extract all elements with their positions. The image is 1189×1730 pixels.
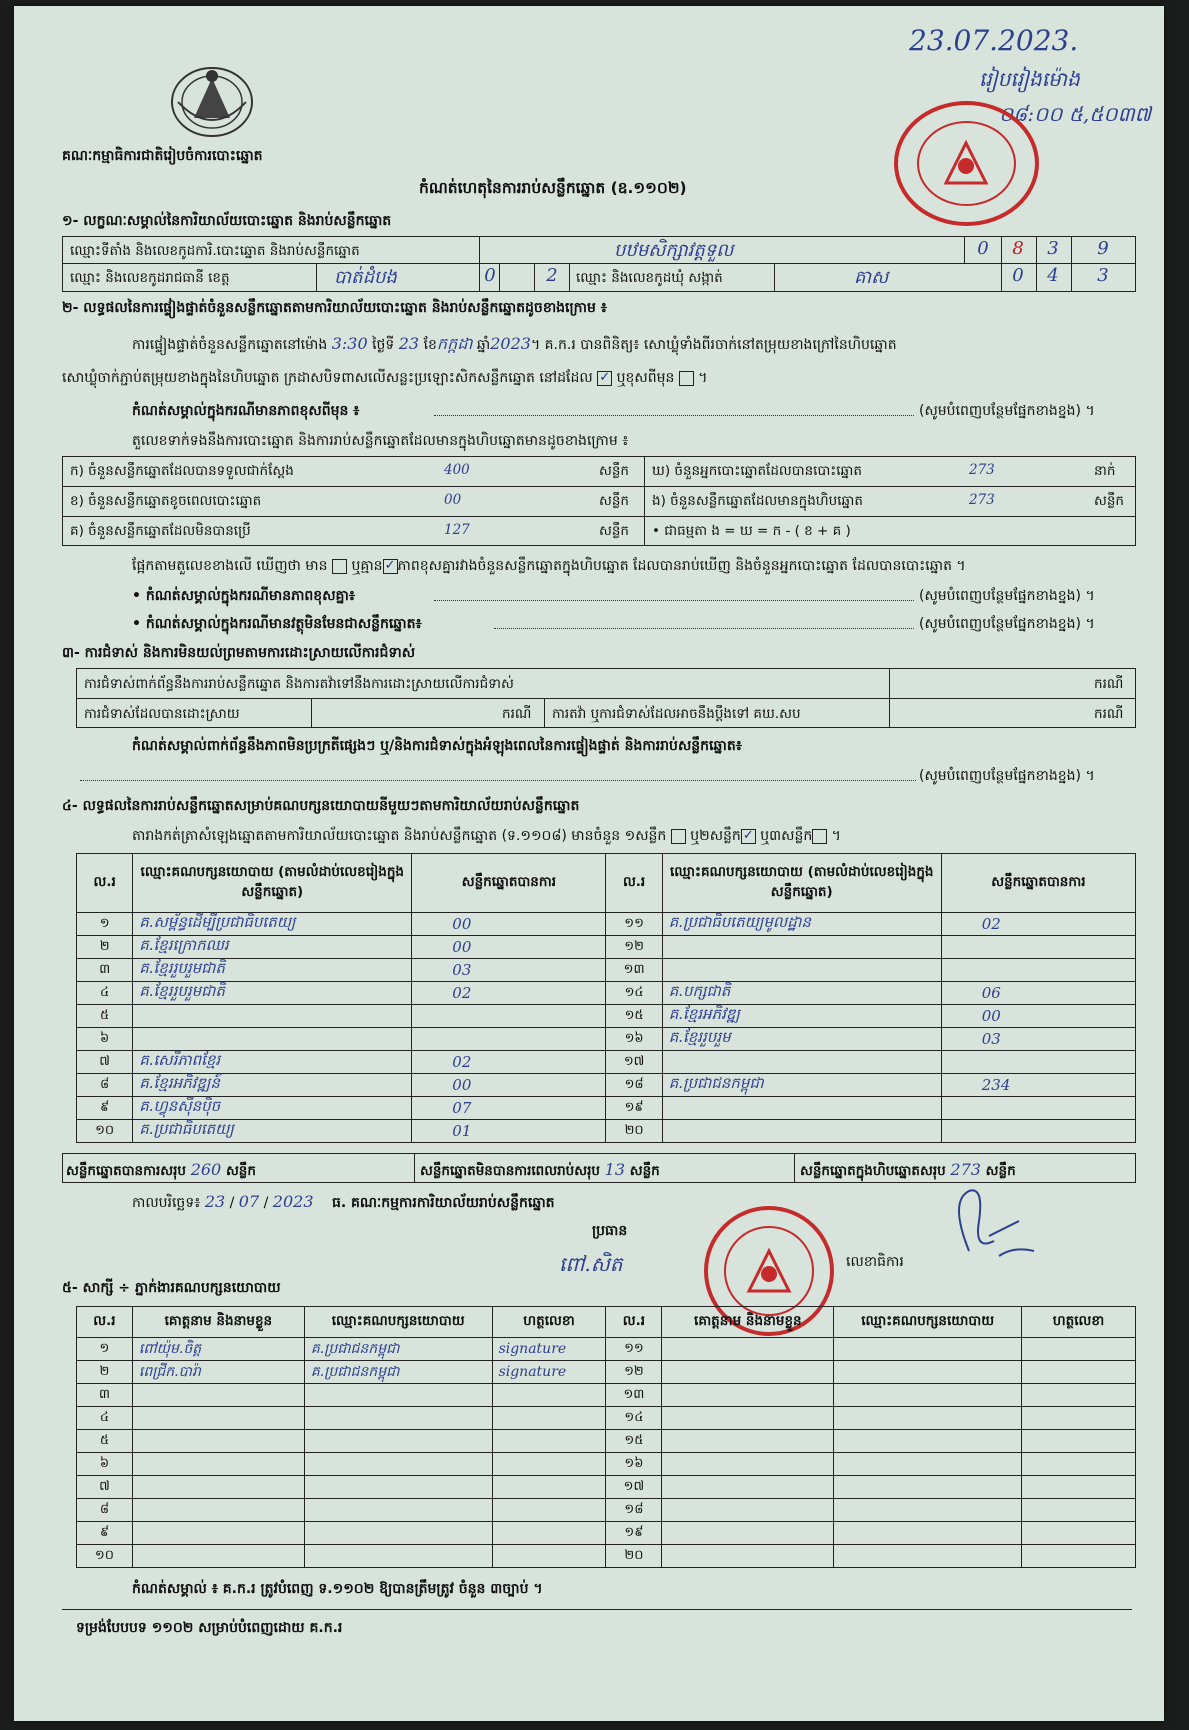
row-number: ១ <box>77 1338 133 1361</box>
vote-count: 03 <box>412 959 606 982</box>
witness-signature <box>492 1384 606 1407</box>
witness-name <box>662 1545 834 1568</box>
total-invalid: សន្លឹកឆ្នោតមិនបានការពេលរាប់សរុប 13 សន្លឹក <box>420 1160 660 1179</box>
row-number: ៦ <box>77 1453 133 1476</box>
party-name: គ.ខ្មែររួបរួម <box>662 1028 941 1051</box>
same-checkbox[interactable] <box>597 371 612 386</box>
witness-name <box>132 1545 304 1568</box>
party-name <box>133 1005 412 1028</box>
witness-party <box>834 1407 1022 1430</box>
commune-code-digit: 4 <box>1047 265 1059 286</box>
count-unit: សន្លឹក <box>599 463 629 479</box>
witness-name <box>132 1522 304 1545</box>
witness-signature <box>1022 1545 1136 1568</box>
chair-label: ប្រធាន <box>592 1223 628 1239</box>
table-row <box>77 913 1136 936</box>
col-name: គោត្តនាម និងនាមខ្លួន <box>662 1307 834 1338</box>
table-row <box>77 1338 1136 1361</box>
total-in-box: សន្លឹកឆ្នោតក្នុងហិបឆ្នោតសរុប 273 សន្លឹក <box>800 1160 1016 1179</box>
col-votes: សន្លឹកឆ្នោតបានការ <box>412 854 606 913</box>
witness-signature <box>492 1476 606 1499</box>
table-row <box>77 1120 1136 1143</box>
vote-count: 07 <box>412 1097 606 1120</box>
witness-party <box>304 1453 492 1476</box>
witness-party <box>834 1430 1022 1453</box>
count-value: 127 <box>444 522 470 538</box>
row-number: ៨ <box>77 1074 133 1097</box>
witness-name <box>662 1384 834 1407</box>
row-number: ២០ <box>606 1120 662 1143</box>
col-party: ឈ្មោះគណបក្សនយោបាយ (តាមលំដាប់លេខរៀងក្នុងសន្លឹកឆ្នោត) <box>662 854 941 913</box>
witness-party <box>304 1384 492 1407</box>
note-difference-suffix: (សូមបំពេញបន្ថែមផ្នែកខាងខ្នង) ។ <box>919 403 1095 419</box>
row-number: ១៣ <box>606 1384 662 1407</box>
table-row <box>77 982 1136 1005</box>
section1-heading: ១- លក្ខណៈសម្គាល់នៃការិយាល័យបោះឆ្នោត និងរាប់សន្លឹកឆ្នោត <box>62 213 392 229</box>
row-number: ៣ <box>77 1384 133 1407</box>
party-name <box>662 1051 941 1074</box>
party-name <box>662 959 941 982</box>
station-code-digit: 8 <box>1012 238 1024 259</box>
objection-row-label: ការជំទាស់ពាក់ព័ន្ធនឹងការរាប់សន្លឹកឆ្នោត និងការតវ៉ាទៅនឹងការដោះស្រាយលើការជំទាស់ <box>84 676 514 692</box>
party-name: គ.សម្ព័ន្ធដើម្បីប្រជាធិបតេយ្យ <box>133 913 412 936</box>
witness-name <box>132 1384 304 1407</box>
handwritten-date: 23.07.2023. <box>909 24 1079 57</box>
witness-signature <box>1022 1499 1136 1522</box>
table-row <box>77 959 1136 982</box>
row-number: ៤ <box>77 1407 133 1430</box>
sheet-count-line: តារាងកត់ត្រាសំឡេងឆ្នោតតាមការិយាល័យបោះឆ្នោត និងរាប់សន្លឹកឆ្នោត (ទ.១១០៨) មានចំនួន ១សន្លឹក ឬ២សន្លឹក✓ ឬ៣សន្លឹក ។ <box>132 826 841 847</box>
col-name: គោត្តនាម និងនាមខ្លួន <box>132 1307 304 1338</box>
count-value: 400 <box>444 462 470 478</box>
bullet-difference: • កំណត់សម្គាល់ក្នុងករណីមានភាពខុសគ្នា៖ <box>132 588 356 604</box>
row-number: ១៨ <box>606 1074 662 1097</box>
party-name: គ.ខ្មែររួបរួមជាតិ <box>133 982 412 1005</box>
province-code-digit: 2 <box>546 265 558 286</box>
count-label: គ) ចំនួនសន្លឹកឆ្នោតដែលមិនបានប្រើ <box>70 523 251 539</box>
station-label: ឈ្មោះទីតាំង និងលេខកូដការិ.បោះឆ្នោត និងរាប់សន្លឹកឆ្នោត <box>70 243 360 259</box>
row-number: ៦ <box>77 1028 133 1051</box>
witness-signature <box>1022 1361 1136 1384</box>
table-row <box>77 1545 1136 1568</box>
commune-code-digit: 0 <box>1012 265 1024 286</box>
row-number: ១៦ <box>606 1453 662 1476</box>
official-seal-top <box>894 101 1039 226</box>
vote-count <box>941 936 1135 959</box>
witness-party: គ.ប្រជាជនកម្ពុជា <box>304 1361 492 1384</box>
party-name <box>662 1120 941 1143</box>
row-number: ១៧ <box>606 1051 662 1074</box>
verification-paragraph: ការផ្ទៀងផ្ទាត់ចំនួនសន្លឹកឆ្នោតនៅម៉ោង 3:30 ថ្ងៃទី 23 ខែកក្កដា ឆ្នាំ2023។ គ.ក.រ បានពិនិត្យ៖ សោឃ្លុំទាំងពីរចាក់នៅតម្រុយខាងក្រៅនៃហិបឆ្នោត <box>132 334 897 353</box>
witness-name: ពេជ្រីក.បារ៉ា <box>132 1361 304 1384</box>
station-name: បឋមសិក្សាវត្តទួល <box>614 240 734 261</box>
col-party: ឈ្មោះគណបក្សនយោបាយ (តាមលំដាប់លេខរៀងក្នុងសន្លឹកឆ្នោត) <box>133 854 412 913</box>
row-number: ១៧ <box>606 1476 662 1499</box>
nec-emblem-icon <box>164 58 260 140</box>
witness-name <box>662 1522 834 1545</box>
table-row <box>77 936 1136 959</box>
witness-name <box>662 1361 834 1384</box>
row-number: ១ <box>77 913 133 936</box>
witness-name <box>132 1430 304 1453</box>
table-row <box>77 1476 1136 1499</box>
row-number: ២ <box>77 1361 133 1384</box>
witness-name <box>132 1453 304 1476</box>
handwritten-note-1: រៀបរៀងម៉ោង <box>979 67 1080 91</box>
no-difference-checkbox[interactable] <box>383 559 398 574</box>
witness-party <box>304 1430 492 1453</box>
row-number: ១០ <box>77 1545 133 1568</box>
party-name: គ.ប្រជាធិបតេយ្យមូលដ្ឋាន <box>662 913 941 936</box>
witness-party: គ.ប្រជាជនកម្ពុជា <box>304 1338 492 1361</box>
chair-signature: ពៅ.សិត <box>559 1252 623 1276</box>
difference-line: ផ្អែកតាមតួលេខខាងលើ ឃើញថា មាន ឬគ្មាន✓ ភាពខុសគ្នារវាងចំនួនសន្លឹកឆ្នោតក្នុងហិបឆ្នោត ដែលបានរាប់ឃើញ និងចំនួនអ្នកបោះឆ្នោត ដែលបានបោះឆ្នោត ។ <box>132 556 966 577</box>
col-no: ល.រ <box>606 1307 662 1338</box>
witness-signature <box>492 1430 606 1453</box>
vote-count <box>941 959 1135 982</box>
has-difference-checkbox[interactable] <box>332 559 347 574</box>
province-code-digit: 0 <box>484 265 496 286</box>
bullet-foreign-object: • កំណត់សម្គាល់ក្នុងករណីមានវត្ថុមិនមែនជាសន្លឹកឆ្នោត៖ <box>132 616 422 632</box>
col-sign: ហត្ថលេខា <box>1022 1307 1136 1338</box>
count-label: ឃ) ចំនួនអ្នកបោះឆ្នោតដែលបានបោះឆ្នោត <box>652 463 862 479</box>
witness-party <box>834 1545 1022 1568</box>
row-number: ៧ <box>77 1051 133 1074</box>
row-number: ១៦ <box>606 1028 662 1051</box>
row-number: ១៣ <box>606 959 662 982</box>
witness-party <box>304 1545 492 1568</box>
witness-signature <box>1022 1338 1136 1361</box>
row-number: ៤ <box>77 982 133 1005</box>
count-value: 00 <box>444 492 462 508</box>
table-row <box>77 1522 1136 1545</box>
section5-heading: ៥- សាក្សី ÷ ភ្នាក់ងារគណបក្សនយោបាយ <box>62 1280 281 1296</box>
secretary-signature-icon <box>939 1181 1049 1275</box>
vote-count: 06 <box>941 982 1135 1005</box>
witness-name <box>662 1338 834 1361</box>
witness-party <box>304 1476 492 1499</box>
vote-count <box>941 1051 1135 1074</box>
witness-signature <box>1022 1453 1136 1476</box>
party-name: គ.ប្រជាធិបតេយ្យ <box>133 1120 412 1143</box>
row-number: ៥ <box>77 1005 133 1028</box>
total-valid: សន្លឹកឆ្នោតបានការសរុប 260 សន្លឹក <box>66 1160 256 1179</box>
objection-appeal-label: ការតវ៉ា ឬការជំទាស់ដែលអាចនឹងប្តឹងទៅ គឃ.សប <box>552 706 801 722</box>
row-number: ១៥ <box>606 1005 662 1028</box>
vote-count: 00 <box>412 1074 606 1097</box>
vote-count <box>412 1005 606 1028</box>
commune-code-digit: 3 <box>1097 265 1109 286</box>
witness-signature <box>492 1499 606 1522</box>
vote-count <box>412 1028 606 1051</box>
party-name: គ.ខ្មែរក្រោកឈរ <box>133 936 412 959</box>
party-name: គ.ប្រជាជនកម្ពុជា <box>662 1074 941 1097</box>
witness-signature <box>492 1545 606 1568</box>
row-number: ១២ <box>606 1361 662 1384</box>
witness-name <box>132 1476 304 1499</box>
objection-row-unit: ករណី <box>1094 676 1124 692</box>
party-name <box>662 1097 941 1120</box>
witness-signature <box>1022 1476 1136 1499</box>
form-note: ទម្រង់បែបបទ ១១០២ សម្រាប់បំពេញដោយ គ.ក.រ <box>76 1620 343 1636</box>
witness-party <box>304 1499 492 1522</box>
witness-name <box>662 1499 834 1522</box>
row-number: ១៩ <box>606 1522 662 1545</box>
table-row <box>77 1361 1136 1384</box>
witness-party <box>304 1407 492 1430</box>
section4-heading: ៤- លទ្ធផលនៃការរាប់សន្លឹកឆ្នោតសម្រាប់គណបក្សនយោបាយនីមួយៗតាមការិយាល័យរាប់សន្លឹកឆ្នោត <box>62 798 580 814</box>
table-row <box>77 1051 1136 1074</box>
vote-count: 02 <box>941 913 1135 936</box>
witness-name <box>662 1430 834 1453</box>
row-number: ៨ <box>77 1499 133 1522</box>
count-unit: សន្លឹក <box>599 523 629 539</box>
row-number: ៣ <box>77 959 133 982</box>
party-results-table <box>76 853 1136 1143</box>
table-row <box>77 1384 1136 1407</box>
row-number: ៧ <box>77 1476 133 1499</box>
station-code-digit: 3 <box>1047 238 1059 259</box>
count-label: • ជាធម្មតា ង = ឃ = ក - ( ខ + គ ) <box>652 523 851 539</box>
objection-resolved-unit: ករណី <box>502 706 532 722</box>
witness-table <box>76 1306 1136 1568</box>
row-number: ២ <box>77 936 133 959</box>
witness-party <box>834 1361 1022 1384</box>
note-difference-label: កំណត់សម្គាល់ក្នុងករណីមានភាពខុសពីមុន ៖ <box>132 403 360 419</box>
bullet-suffix: (សូមបំពេញបន្ថែមផ្នែកខាងខ្នង) ។ <box>919 588 1095 604</box>
col-party: ឈ្មោះគណបក្សនយោបាយ <box>834 1307 1022 1338</box>
vote-count: 02 <box>412 982 606 1005</box>
row-number: ២០ <box>606 1545 662 1568</box>
party-name <box>662 936 941 959</box>
objection-appeal-unit: ករណី <box>1094 706 1124 722</box>
col-no: ល.រ <box>606 854 662 913</box>
three-sheet-checkbox[interactable] <box>812 829 827 844</box>
row-number: ១៤ <box>606 982 662 1005</box>
witness-signature: signature <box>492 1338 606 1361</box>
table-row <box>77 1028 1136 1051</box>
witness-signature <box>492 1522 606 1545</box>
witness-name <box>662 1453 834 1476</box>
col-no: ល.រ <box>77 854 133 913</box>
count-unit: នាក់ <box>1094 463 1116 479</box>
vote-count: 00 <box>412 913 606 936</box>
vote-count: 02 <box>412 1051 606 1074</box>
witness-party <box>834 1522 1022 1545</box>
row-number: ១០ <box>77 1120 133 1143</box>
table-row <box>77 1499 1136 1522</box>
province-name: បាត់ដំបង <box>334 267 397 288</box>
row-number: ១៨ <box>606 1499 662 1522</box>
party-name: គ.ហ្វុនស៊ីនប៉ិច <box>133 1097 412 1120</box>
witness-signature <box>1022 1522 1136 1545</box>
col-votes: សន្លឹកឆ្នោតបានការ <box>941 854 1135 913</box>
section3-heading: ៣- ការជំទាស់ និងការមិនយល់ព្រមតាមការដោះស្រាយលើការជំទាស់ <box>62 645 416 661</box>
count-value: 273 <box>969 492 995 508</box>
one-sheet-checkbox[interactable] <box>671 829 686 844</box>
vote-count: 234 <box>941 1074 1135 1097</box>
handwritten-note-2: ០៨:០០ ៥,៥០៣៧ <box>999 102 1152 126</box>
row-number: ១៩ <box>606 1097 662 1120</box>
form-sheet <box>14 6 1164 1721</box>
witness-party <box>834 1453 1022 1476</box>
witness-signature <box>1022 1384 1136 1407</box>
objection-resolved-label: ការជំទាស់ដែលបានដោះស្រាយ <box>84 706 240 722</box>
count-label: ក) ចំនួនសន្លឹកឆ្នោតដែលបានទទួលជាក់ស្តែង <box>70 463 294 479</box>
row-number: ៥ <box>77 1430 133 1453</box>
row-number: ៩ <box>77 1097 133 1120</box>
table-row <box>77 1097 1136 1120</box>
witness-name <box>662 1407 834 1430</box>
count-label: ង) ចំនួនសន្លឹកឆ្នោតដែលមានក្នុងហិបឆ្នោត <box>652 493 863 509</box>
different-checkbox[interactable] <box>679 371 694 386</box>
seal-status-line: សោឃ្លុំចាក់ភ្ជាប់តម្រុយខាងក្នុងនៃហិបឆ្នោត ក្រដាសបិទពាសលើសន្លះប្រឡោះសិកសន្លឹកឆ្នោត នៅដដែល ✓ ឬខុសពីមុន ។ <box>62 368 708 389</box>
irregularity-note: កំណត់សម្គាល់ពាក់ព័ន្ធនឹងភាពមិនប្រក្រតីផ្សេងៗ ឬ/និងការជំទាស់ក្នុងអំឡុងពេលនៃការផ្ទៀងផ្ទាត់ និងការរាប់សន្លឹកឆ្នោត៖ <box>132 738 742 754</box>
witness-party <box>834 1476 1022 1499</box>
witness-name: ពៅយ៉ុម.ចិត្ត <box>132 1338 304 1361</box>
witness-party <box>834 1384 1022 1407</box>
witness-signature: signature <box>492 1361 606 1384</box>
party-name: គ.បក្សជាតិ <box>662 982 941 1005</box>
commune-label: ឈ្មោះ និងលេខកូដឃុំ សង្កាត់ <box>576 270 723 286</box>
witness-party <box>834 1338 1022 1361</box>
bullet-suffix: (សូមបំពេញបន្ថែមផ្នែកខាងខ្នង) ។ <box>919 616 1095 632</box>
witness-party <box>834 1499 1022 1522</box>
table-row <box>77 1074 1136 1097</box>
col-no: ល.រ <box>77 1307 133 1338</box>
vote-count <box>941 1097 1135 1120</box>
count-label: ខ) ចំនួនសន្លឹកឆ្នោតខូចពេលបោះឆ្នោត <box>70 493 262 509</box>
count-unit: សន្លឹក <box>599 493 629 509</box>
col-party: ឈ្មោះគណបក្សនយោបាយ <box>304 1307 492 1338</box>
witness-signature <box>492 1453 606 1476</box>
party-name <box>133 1028 412 1051</box>
party-name: គ.ខ្មែររួបរួមជាតិ <box>133 959 412 982</box>
row-number: ១១ <box>606 913 662 936</box>
committee-name: គណៈកម្មាធិការជាតិរៀបចំការបោះឆ្នោត <box>62 148 263 164</box>
vote-count: 00 <box>941 1005 1135 1028</box>
vote-count: 00 <box>412 936 606 959</box>
row-number: ៩ <box>77 1522 133 1545</box>
secretary-label: លេខាធិការ <box>846 1254 904 1270</box>
table-row <box>77 1407 1136 1430</box>
col-sign: ហត្ថលេខា <box>492 1307 606 1338</box>
vote-count <box>941 1120 1135 1143</box>
witness-signature <box>1022 1430 1136 1453</box>
two-sheet-checkbox[interactable] <box>741 829 756 844</box>
province-label: ឈ្មោះ និងលេខកូដរាជធានី ខេត្ត <box>70 270 230 286</box>
station-code-digit: 9 <box>1097 238 1109 259</box>
party-name: គ.ខ្មែរអភិវឌ្ឍ <box>662 1005 941 1028</box>
party-name: គ.ខ្មែរអភិវឌ្ឍន៍ <box>133 1074 412 1097</box>
witness-signature <box>492 1407 606 1430</box>
witness-signature <box>1022 1407 1136 1430</box>
table-row <box>77 1453 1136 1476</box>
row-number: ១៤ <box>606 1407 662 1430</box>
commune-name: គាស <box>854 267 889 288</box>
form-title: កំណត់ហេតុនៃការរាប់សន្លឹកឆ្នោត (ឧ.១១០២) <box>419 179 687 197</box>
irregularity-suffix: (សូមបំពេញបន្ថែមផ្នែកខាងខ្នង) ។ <box>919 768 1095 784</box>
section2-heading: ២- លទ្ធផលនៃការផ្ទៀងផ្ទាត់ចំនួនសន្លឹកឆ្នោតតាមការិយាល័យបោះឆ្នោត និងរាប់សន្លឹកឆ្នោតដូចខាងក្រោម ៖ <box>62 300 607 316</box>
witness-name <box>132 1499 304 1522</box>
vote-count: 01 <box>412 1120 606 1143</box>
vote-count: 03 <box>941 1028 1135 1051</box>
count-intro: តួលេខទាក់ទងនឹងការបោះឆ្នោត និងការរាប់សន្លឹកឆ្នោតដែលមានក្នុងហិបឆ្នោតមានដូចខាងក្រោម ៖ <box>132 433 629 449</box>
witness-party <box>304 1522 492 1545</box>
signoff-date: កាលបរិច្ឆេទ៖ 23 / 07 / 2023 ធ. គណៈកម្មការការិយាល័យរាប់សន្លឹកឆ្នោត <box>132 1192 555 1211</box>
station-code-digit: 0 <box>977 238 989 259</box>
count-unit: សន្លឹក <box>1094 493 1124 509</box>
count-value: 273 <box>969 462 995 478</box>
row-number: ១៥ <box>606 1430 662 1453</box>
row-number: ១១ <box>606 1338 662 1361</box>
witness-footnote: កំណត់សម្គាល់ ៖ គ.ក.រ ត្រូវបំពេញ ទ.១១០២ ឱ្យបានត្រឹមត្រូវ ចំនួន ៣ច្បាប់ ។ <box>132 1581 543 1597</box>
table-row <box>77 1430 1136 1453</box>
row-number: ១២ <box>606 936 662 959</box>
witness-name <box>132 1407 304 1430</box>
witness-name <box>662 1476 834 1499</box>
party-name: គ.សេរីភាពខ្មែរ <box>133 1051 412 1074</box>
table-row <box>77 1005 1136 1028</box>
